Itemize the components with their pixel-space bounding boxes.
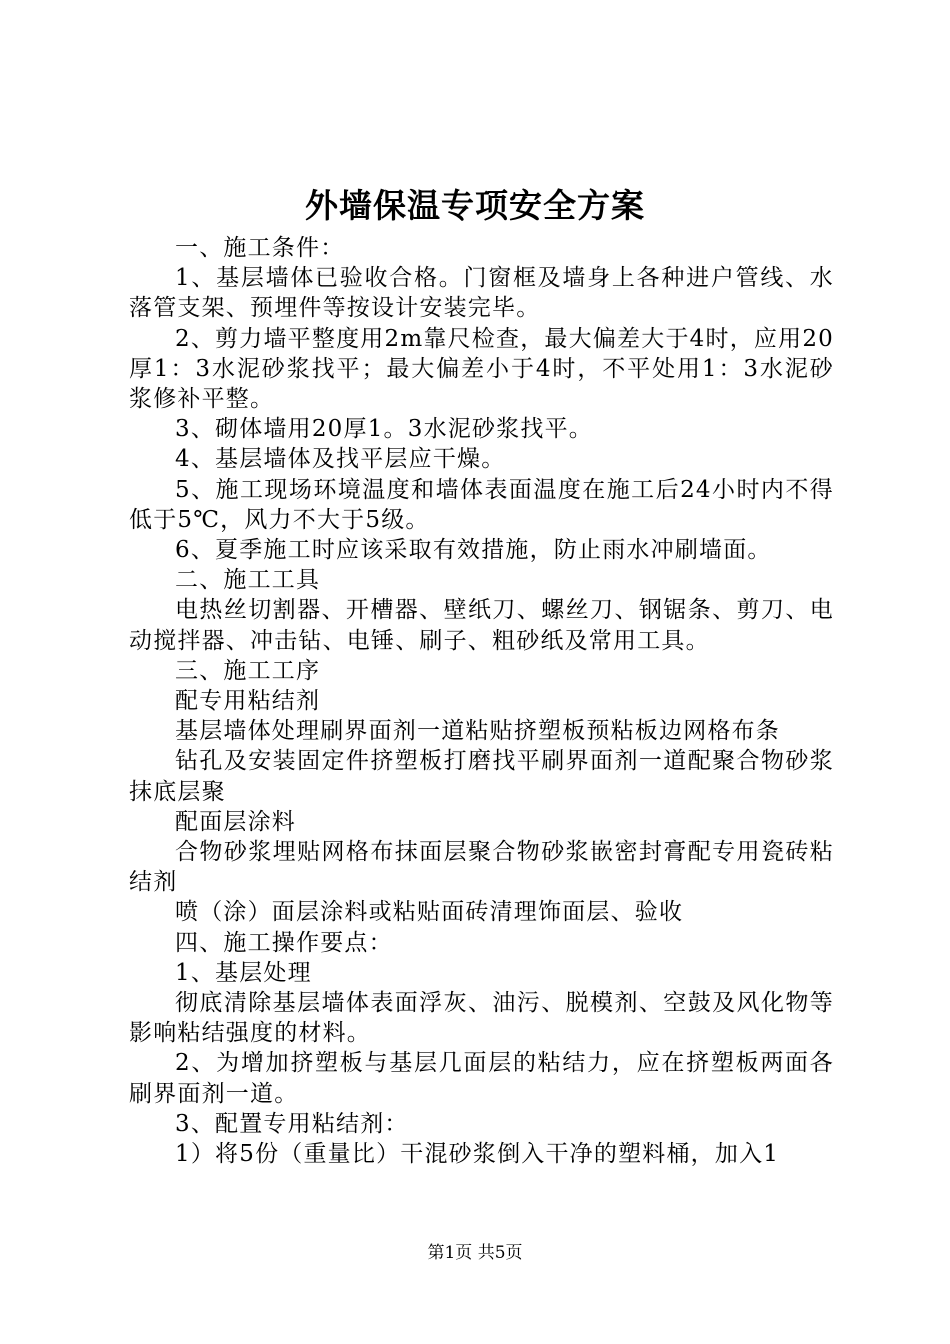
document-title: 外墙保温专项安全方案 [305,186,645,225]
paragraph: 6、夏季施工时应该采取有效措施，防止雨水冲刷墙面。 [175,537,772,564]
paragraph: 基层墙体处理刷界面剂一道粘贴挤塑板预粘板边网格布条 [175,718,780,745]
section-heading: 三、施工工序 [175,657,321,684]
paragraph: 1）将5份（重量比）干混砂浆倒入干净的塑料桶，加入1 [175,1141,780,1168]
paragraph: 4、基层墙体及找平层应干燥。 [175,446,506,473]
paragraph: 3、砌体墙用20厚1。3水泥砂浆找平。 [175,416,593,443]
paragraph: 一、施工条件： [175,235,345,261]
section-heading: 二、施工工具 [175,567,321,594]
paragraph: 2、剪力墙平整度用2m靠尺检查，最大偏差大于4时，应用20厚1：3水泥砂浆找平；最大偏差小于4时，不平处用1：3水泥砂浆修补平整。 [129,325,834,413]
paragraph: 2、为增加挤塑板与基层几面层的粘结力，应在挤塑板两面各刷界面剂一道。 [129,1050,834,1107]
paragraph: 彻底清除基层墙体表面浮灰、油污、脱模剂、空鼓及风化物等影响粘结强度的材料。 [129,990,834,1047]
paragraph: 喷（涂）面层涂料或粘贴面砖清理饰面层、验收 [175,899,684,926]
paragraph: 1、基层墙体已验收合格。门窗框及墙身上各种进户管线、水落管支架、预埋件等按设计安装完毕。 [129,265,834,322]
section-heading: 四、施工操作要点： [175,929,393,956]
paragraph: 1、基层处理 [175,959,312,986]
page-footer: 第1页 共5页 [427,1243,523,1263]
paragraph: 3、配置专用粘结剂： [175,1110,409,1137]
paragraph: 合物砂浆埋贴网格布抹面层聚合物砂浆嵌密封膏配专用瓷砖粘结剂 [129,839,834,896]
document-body [129,233,834,1169]
paragraph: 配专用粘结剂 [175,688,321,715]
paragraph: 5、施工现场环境温度和墙体表面温度在施工后24小时内不得低于5℃，风力不大于5级。 [129,476,834,533]
paragraph: 钻孔及安装固定件挤塑板打磨找平刷界面剂一道配聚合物砂浆抹底层聚 [129,748,834,805]
paragraph: 电热丝切割器、开槽器、壁纸刀、螺丝刀、钢锯条、剪刀、电动搅拌器、冲击钻、电锤、刷子、粗砂纸及常用工具。 [129,597,834,654]
paragraph: 配面层涂料 [175,808,296,835]
